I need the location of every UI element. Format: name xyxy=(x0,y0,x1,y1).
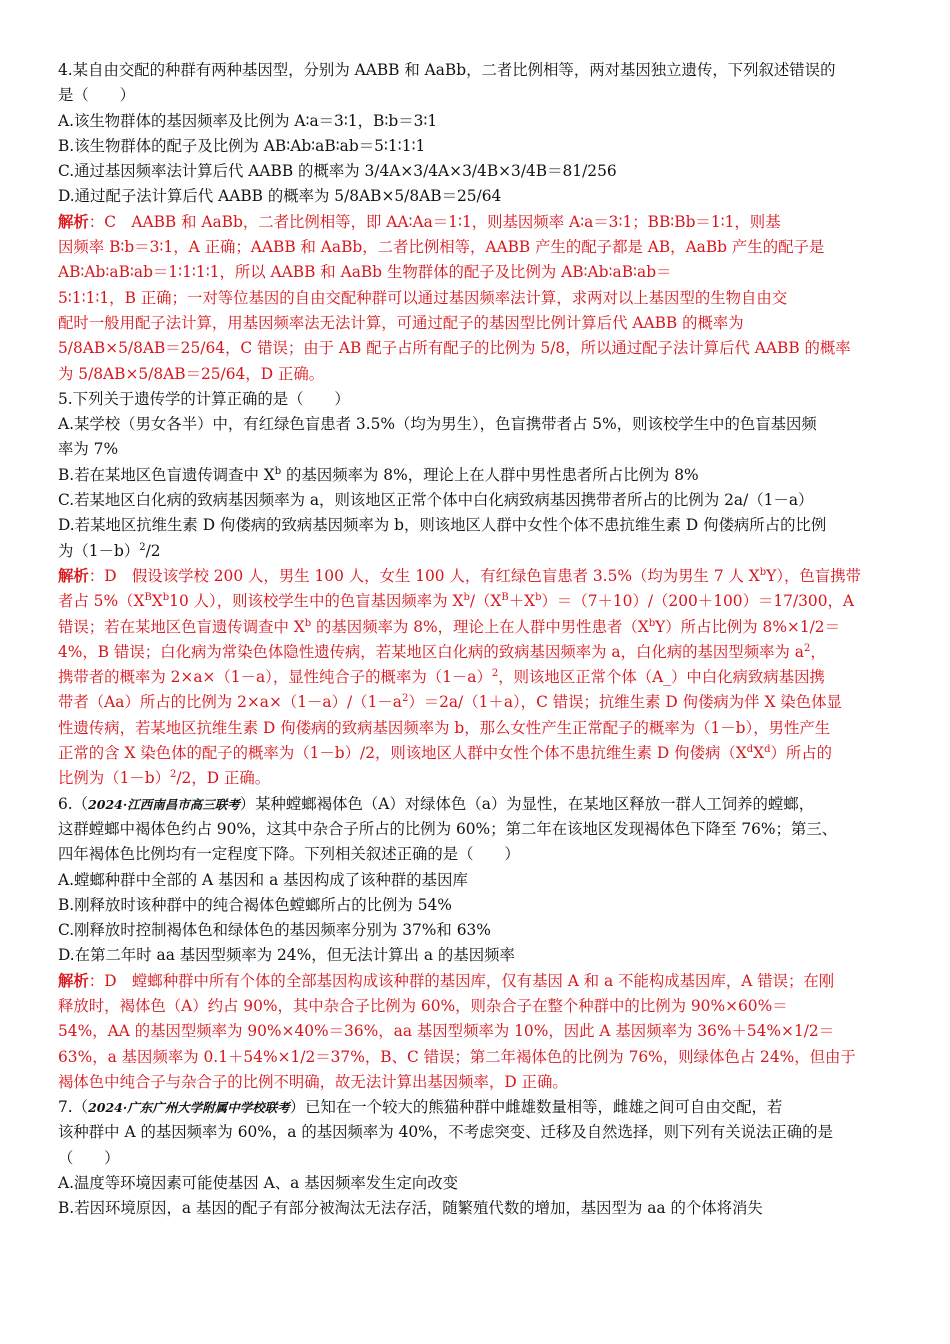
question-source: 2024·广东广州大学附属中学校联考 xyxy=(88,1100,290,1116)
analysis-line: 性遗传病，若某地区抗维生素 D 佝偻病的致病基因频率为 b，那么女性产生正常配子的概率为（1－b），男性产生 xyxy=(58,718,831,737)
question-stem: 5.下列关于遗传学的计算正确的是（ ） xyxy=(58,389,350,408)
option-d-cont: 为$(1-b)^2/2$ xyxy=(58,541,161,560)
analysis-line: 解析：D 螳螂种群中所有个体的全部基因构成该种群的基因库，仅有基因 A 和 a 不能构成基因库，A 错误；在刚 xyxy=(58,971,835,990)
question-4 xyxy=(58,58,894,387)
analysis-line: 比例为$(1-b)^2/2$，D 正确。 xyxy=(58,769,271,788)
analysis-line: 63%，a 基因频率为 0.1＋54%×1/2＝37%，B、C 错误；第二年褐体色的比例为 76%，则绿体色占 24%，但由于 xyxy=(58,1047,856,1066)
option-a-cont: 率为 7% xyxy=(58,440,119,459)
analysis-line: 者占 $5\%(X^BX^b10$ 人），则该校学生中的色盲基因频率为 $X^b/(X^B+X^b)=(7+10)/(200+100)=17/300$，A xyxy=(58,592,855,611)
option-a: A.该生物群体的基因频率及比例为 A∶a＝3∶1，B∶b＝3∶1 xyxy=(58,111,438,130)
question-5 xyxy=(58,387,894,792)
question-stem: 6.（2024·江西南昌市高三联考）某种螳螂褐体色（A）对绿体色（a）为显性，在某地区释放一群人工饲养的螳螂， xyxy=(58,794,815,813)
option-d: D.通过配子法计算后代 AABB 的概率为 5/8AB×5/8AB＝25/64 xyxy=(58,187,502,206)
question-stem: 是（ ） xyxy=(58,86,135,105)
analysis-line: 因频率 B∶b＝3∶1，A 正确；AABB 和 AaBb，二者比例相等，AABB 产生的配子都是 AB，AaBb 产生的配子是 xyxy=(58,238,825,257)
document-page xyxy=(58,58,894,1222)
option-a: A.螳螂种群中全部的 A 基因和 a 基因构成了该种群的基因库 xyxy=(58,870,468,889)
question-stem: 该种群中 A 的基因频率为 60%，a 的基因频率为 40%，不考虑突变、迁移及自然选择，则下列有关说法正确的是 xyxy=(58,1123,833,1142)
analysis-label: 解析 xyxy=(58,212,89,231)
analysis-line: 4%，B 错误；白化病为常染色体隐性遗传病，若某地区白化病的致病基因频率为 a，白化病的基因型频率为 $a^2$， xyxy=(58,642,826,661)
option-b: B.若因环境原因，a 基因的配子有部分被淘汰无法存活，随繁殖代数的增加，基因型为 aa 的个体将消失 xyxy=(58,1199,763,1218)
option-b: B.该生物群体的配子及比例为 AB∶Ab∶aB∶ab＝5∶1∶1∶1 xyxy=(58,136,426,155)
analysis-line: 褐体色中纯合子与杂合子的比例不明确，故无法计算出基因频率，D 正确。 xyxy=(58,1072,568,1091)
analysis-line: 释放时，褐体色（A）约占 90%，其中杂合子比例为 60%，则杂合子在整个种群中的比例为 90%×60%＝ xyxy=(58,996,788,1015)
option-c: C.通过基因频率法计算后代 AABB 的概率为 3/4A×3/4A×3/4B×3/4B＝81/256 xyxy=(58,162,617,181)
option-a: A.某学校（男女各半）中，有红绿色盲患者 3.5%（均为男生），色盲携带者占 5%，则该校学生中的色盲基因频 xyxy=(58,415,817,434)
option-b: B.刚释放时该种群中的纯合褐体色螳螂所占的比例为 54% xyxy=(58,895,452,914)
analysis-label: 解析 xyxy=(58,971,89,990)
question-6 xyxy=(58,792,894,1096)
option-b: B.若在某地区色盲遗传调查中 $X^b$ 的基因频率为 8%，理论上在人群中男性患者所占比例为 8% xyxy=(58,465,699,484)
option-d: D.若某地区抗维生素 D 佝偻病的致病基因频率为 b，则该地区人群中女性个体不患抗维生素 D 佝偻病所占的比例 xyxy=(58,516,827,535)
analysis-line: 携带者的概率为 2×a×（1－a），显性纯合子的概率为$(1-a)^2$，则该地区正常个体（A_）中白化病致病基因携 xyxy=(58,668,825,687)
option-c: C.若某地区白化病的致病基因频率为 a，则该地区正常个体中白化病致病基因携带者所占的比例为 2a/（1－a） xyxy=(58,491,814,510)
option-d: D.在第二年时 aa 基因型频率为 24%，但无法计算出 a 的基因频率 xyxy=(58,946,515,965)
question-stem: （ ） xyxy=(58,1148,120,1167)
question-stem: 7.（2024·广东广州大学附属中学校联考）已知在一个较大的熊猫种群中雌雄数量相等，雌雄之间可自由交配，若 xyxy=(58,1098,783,1117)
question-stem: 四年褐体色比例均有一定程度下降。下列相关叙述正确的是（ ） xyxy=(58,845,520,864)
option-a: A.温度等环境因素可能使基因 A、a 基因频率发生定向改变 xyxy=(58,1174,459,1193)
analysis-line: 解析：D 假设该学校 200 人，男生 100 人，女生 100 人，有红绿色盲患者 3.5%（均为男生 7 人 $X^bY$），色盲携带 xyxy=(58,566,861,585)
analysis-line: AB∶Ab∶aB∶ab＝1∶1∶1∶1，所以 AABB 和 AaBb 生物群体的配子及比例为 AB∶Ab∶aB∶ab＝ xyxy=(58,263,672,282)
analysis-label: 解析 xyxy=(58,566,89,585)
analysis-line: 错误；若在某地区色盲遗传调查中 $X^b$ 的基因频率为 8%，理论上在人群中男性患者$(X^bY)$所占比例为 8%×1/2＝ xyxy=(58,617,840,636)
question-stem: 这群螳螂中褐体色约占 90%，这其中杂合子所占的比例为 60%；第二年在该地区发现褐体色下降至 76%；第三、 xyxy=(58,819,838,838)
analysis-line: 配时一般用配子法计算，用基因频率法无法计算，可通过配子的基因型比例计算后代 AABB 的概率为 xyxy=(58,313,744,332)
analysis-line: 为 5/8AB×5/8AB＝25/64，D 正确。 xyxy=(58,364,325,383)
analysis-line: 带者（Aa）所占的比例为 $2\times a\times(1-a)/(1-a^2)=2a/(1+a)$，C 错误；抗维生素 D 佝偻病为伴 X 染色体显 xyxy=(58,693,842,712)
analysis-line: 解析：C AABB 和 AaBb，二者比例相等，即 AA∶Aa＝1∶1，则基因频率 A∶a＝3∶1；BB∶Bb＝1∶1，则基 xyxy=(58,212,781,231)
question-7 xyxy=(58,1095,894,1221)
option-c: C.刚释放时控制褐体色和绿体色的基因频率分别为 37%和 63% xyxy=(58,921,491,940)
question-source: 2024·江西南昌市高三联考 xyxy=(88,796,240,812)
analysis-line: 正常的含 X 染色体的配子的概率为（1－b）/2，则该地区人群中女性个体不患抗维生素 D 佝偻病$(X^dX^d)$所占的 xyxy=(58,743,833,763)
analysis-line: 54%，AA 的基因型频率为 90%×40%＝36%，aa 基因型频率为 10%，因此 A 基因频率为 36%＋54%×1/2＝ xyxy=(58,1022,835,1041)
analysis-line: 5/8AB×5/8AB＝25/64，C 错误；由于 AB 配子占所有配子的比例为 5/8，所以通过配子法计算后代 AABB 的概率 xyxy=(58,339,851,358)
question-stem: 4.某自由交配的种群有两种基因型，分别为 AABB 和 AaBb，二者比例相等，两对基因独立遗传，下列叙述错误的 xyxy=(58,61,836,79)
analysis-line: 5∶1∶1∶1，B 正确；一对等位基因的自由交配种群可以通过基因频率法计算，求两对以上基因型的生物自由交 xyxy=(58,288,788,307)
